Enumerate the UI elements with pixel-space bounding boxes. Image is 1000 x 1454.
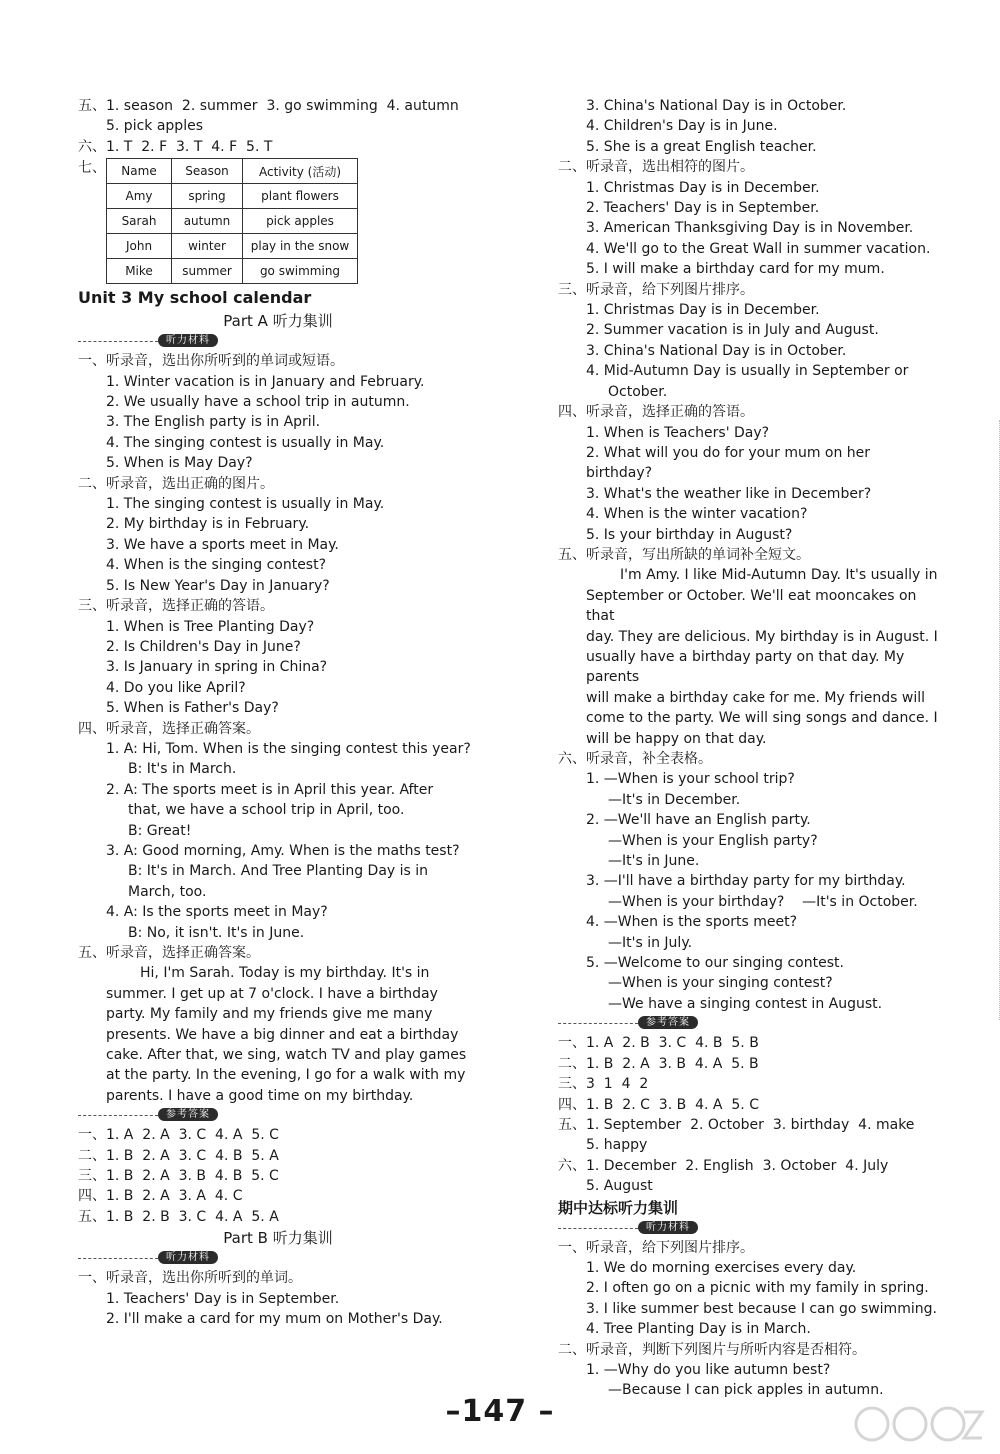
table-cell: autumn <box>172 209 243 234</box>
text-line: 1. Christmas Day is in December. <box>586 179 820 196</box>
table-cell: Amy <box>107 184 172 209</box>
text-line: 四、听录音，选择正确答案。 <box>78 720 260 737</box>
banner-rule <box>558 1023 638 1024</box>
page-number: –147 – <box>445 1394 555 1429</box>
banner-label: 参考答案 <box>158 1108 218 1121</box>
scan-edge-artifact <box>989 420 1000 1020</box>
table-cell: John <box>107 234 172 259</box>
text-line: 1. A: Hi, Tom. When is the singing contest this year? <box>106 740 471 757</box>
right-column <box>558 96 940 1401</box>
banner-rule <box>78 341 158 342</box>
text-line: 1. —When is your school trip? <box>586 771 795 788</box>
text-line: 三、听录音，给下列图片排序。 <box>558 281 754 298</box>
text-line: will be happy on that day. <box>586 730 767 747</box>
text-line: 四、1. B 2. C 3. B 4. A 5. C <box>558 1096 759 1113</box>
text-line: 3. We have a sports meet in May. <box>106 536 339 553</box>
table-cell: spring <box>172 184 243 209</box>
left-column <box>78 96 478 1330</box>
banner-label: 听力材料 <box>158 1251 218 1264</box>
text-line: 5. August <box>586 1178 653 1195</box>
text-line: 六、听录音，补全表格。 <box>558 751 712 767</box>
unit-title: Unit 3 My school calendar <box>78 288 312 308</box>
text-line: 2. Teachers' Day is in September. <box>586 200 820 217</box>
answer-table <box>106 158 358 284</box>
section-banner <box>558 1220 940 1236</box>
text-line: 4. Children's Day is in June. <box>586 118 778 135</box>
text-line: 5. happy <box>586 1137 648 1154</box>
text-line: B: It's in March. And Tree Planting Day is in <box>128 863 429 880</box>
banner-label: 参考答案 <box>638 1016 698 1029</box>
text-line: 3. American Thanksgiving Day is in November. <box>586 220 914 237</box>
text-line: 2. A: The sports meet is in April this year. After <box>106 781 434 798</box>
banner-label: 听力材料 <box>638 1221 698 1234</box>
part-title: Part B 听力集训 <box>223 1229 333 1248</box>
text-line: 5. I will make a birthday card for my mum. <box>586 261 885 278</box>
text-line: —Because I can pick apples in autumn. <box>608 1382 884 1399</box>
text-line: B: No, it isn't. It's in June. <box>128 924 305 941</box>
table-cell: Mike <box>107 259 172 284</box>
text-line: 5. She is a great English teacher. <box>586 138 817 155</box>
text-line: 4. Do you like April? <box>106 679 246 696</box>
text-line: 1. The singing contest is usually in May. <box>106 496 385 513</box>
section-banner <box>78 333 478 349</box>
text-line: 五、1. B 2. B 3. C 4. A 5. A <box>78 1208 279 1225</box>
text-line: 二、1. B 2. A 3. C 4. B 5. A <box>78 1147 279 1164</box>
text-line: 5. Is New Year's Day in January? <box>106 577 330 594</box>
text-line: 4. When is the singing contest? <box>106 557 327 574</box>
text-line: 3. —I'll have a birthday party for my birthday. <box>586 873 906 890</box>
text-line: cake. After that, we sing, watch TV and play games <box>106 1047 467 1064</box>
text-line: 一、听录音，选出你所听到的单词。 <box>78 1270 302 1287</box>
text-line: —It's in December. <box>608 791 741 808</box>
text-line: 3. The English party is in April. <box>106 414 321 431</box>
text-line: 4. —When is the sports meet? <box>586 914 798 931</box>
table-cell: summer <box>172 259 243 284</box>
text-line: 3. China's National Day is in October. <box>586 342 847 359</box>
text-line: 4. Mid-Autumn Day is usually in September or <box>586 363 909 380</box>
text-line: —It's in July. <box>608 934 693 951</box>
text-line: 2. I often go on a picnic with my family in spring. <box>586 1280 929 1297</box>
text-line: party. My family and my friends give me many <box>106 1006 433 1023</box>
text-line: September or October. We'll eat mooncakes on that <box>586 587 921 625</box>
question-number: 七、 <box>78 160 106 177</box>
text-line: 二、1. B 2. A 3. B 4. A 5. B <box>558 1055 759 1072</box>
text-line: 二、听录音，判断下列图片与所听内容是否相符。 <box>558 1341 866 1358</box>
text-line: —We have a singing contest in August. <box>608 995 883 1012</box>
text-line: 1. When is Teachers' Day? <box>586 424 770 441</box>
table-row <box>107 259 358 284</box>
text-line: 一、听录音，选出你所听到的单词或短语。 <box>78 353 344 370</box>
text-line: 五、听录音，选择正确答案。 <box>78 945 260 961</box>
text-line: come to the party. We will sing songs and dance. I <box>586 710 938 727</box>
text-line: October. <box>608 383 668 400</box>
banner-label: 听力材料 <box>158 334 218 347</box>
section-banner <box>78 1107 478 1123</box>
text-line: 3. I like summer best because I can go swimming. <box>586 1300 937 1317</box>
text-line: B: It's in March. <box>128 761 237 778</box>
text-line: 3. China's National Day is in October. <box>586 98 847 114</box>
text-line: summer. I get up at 7 o'clock. I have a birthday <box>106 985 438 1002</box>
table-cell: Sarah <box>107 209 172 234</box>
text-line: 1. Christmas Day is in December. <box>586 302 820 319</box>
table-header-cell: Activity (活动) <box>243 159 358 184</box>
text-line: 3. A: Good morning, Amy. When is the maths test? <box>106 842 460 859</box>
text-line: 2. Summer vacation is in July and August. <box>586 322 879 339</box>
text-line: 2. I'll make a card for my mum on Mother's Day. <box>106 1311 443 1328</box>
section-banner <box>78 1250 478 1266</box>
text-line: 3. Is January in spring in China? <box>106 659 328 676</box>
text-line: 一、听录音，给下列图片排序。 <box>558 1239 754 1256</box>
text-line: 1. We do morning exercises every day. <box>586 1259 857 1276</box>
text-line: 六、1. T 2. F 3. T 4. F 5. T <box>78 138 273 155</box>
text-line: March, too. <box>128 883 207 900</box>
text-line: 5. —Welcome to our singing contest. <box>586 955 844 972</box>
text-line: parents. I have a good time on my birthday. <box>106 1087 414 1104</box>
text-line: —It's in June. <box>608 853 700 870</box>
text-line: 3. What's the weather like in December? <box>586 485 872 502</box>
text-line: 四、听录音，选择正确的答语。 <box>558 404 754 421</box>
text-line: B: Great! <box>128 822 192 839</box>
text-line: day. They are delicious. My birthday is in August. I <box>586 628 938 645</box>
text-line: 4. Tree Planting Day is in March. <box>586 1321 811 1338</box>
text-line: 二、听录音，选出正确的图片。 <box>78 475 274 492</box>
table-cell: play in the snow <box>243 234 358 259</box>
text-line: 五、1. season 2. summer 3. go swimming 4. autumn <box>78 98 459 114</box>
banner-rule <box>78 1258 158 1259</box>
table-cell: winter <box>172 234 243 259</box>
text-line: 2. —We'll have an English party. <box>586 812 811 829</box>
text-line: 5. When is Father's Day? <box>106 700 279 717</box>
table-header-cell: Season <box>172 159 243 184</box>
text-line: 1. Winter vacation is in January and February. <box>106 373 425 390</box>
table-header-cell: Name <box>107 159 172 184</box>
text-line: 一、1. A 2. B 3. C 4. B 5. B <box>558 1035 759 1052</box>
text-line: 2. My birthday is in February. <box>106 516 310 533</box>
text-line: 2. Is Children's Day in June? <box>106 638 301 655</box>
answer-table-block <box>78 158 478 284</box>
text-line: 5. When is May Day? <box>106 455 253 472</box>
text-line: I'm Amy. I like Mid-Autumn Day. It's usually in <box>620 567 938 584</box>
text-line: —When is your English party? <box>608 832 818 849</box>
table-row <box>107 234 358 259</box>
text-line: 4. The singing contest is usually in May. <box>106 434 385 451</box>
text-line: 4. We'll go to the Great Wall in summer vacation. <box>586 240 931 257</box>
banner-rule <box>78 1115 158 1116</box>
table-cell: pick apples <box>243 209 358 234</box>
text-line: usually have a birthday party on that day. My parents <box>586 648 909 686</box>
table-row <box>107 184 358 209</box>
text-line: 1. When is Tree Planting Day? <box>106 618 315 635</box>
table-header-row <box>107 159 358 184</box>
banner-rule <box>558 1228 638 1229</box>
text-line: 一、1. A 2. A 3. C 4. A 5. C <box>78 1127 279 1144</box>
text-line: that, we have a school trip in April, too. <box>128 802 405 819</box>
text-line: 三、3 1 4 2 <box>558 1076 649 1093</box>
text-line: 2. We usually have a school trip in autumn. <box>106 394 410 411</box>
section-heading: 期中达标听力集训 <box>558 1198 679 1217</box>
text-line: at the party. In the evening, I go for a walk with my <box>106 1067 466 1084</box>
text-line: 六、1. December 2. English 3. October 4. July <box>558 1157 889 1174</box>
text-line: 三、1. B 2. A 3. B 4. B 5. C <box>78 1168 279 1185</box>
text-line: 2. What will you do for your mum on her birthday? <box>586 444 875 482</box>
text-line: 四、1. B 2. A 3. A 4. C <box>78 1188 243 1205</box>
text-line: 五、听录音，写出所缺的单词补全短文。 <box>558 546 810 563</box>
table-row <box>107 209 358 234</box>
section-banner <box>558 1015 940 1031</box>
text-line: 5. Is your birthday in August? <box>586 526 793 543</box>
text-line: presents. We have a big dinner and eat a birthday <box>106 1026 459 1043</box>
text-line: 1. —Why do you like autumn best? <box>586 1361 831 1378</box>
text-line: 五、1. September 2. October 3. birthday 4. make <box>558 1116 915 1133</box>
text-line: Hi, I'm Sarah. Today is my birthday. It's in <box>140 965 430 982</box>
text-line: 5. pick apples <box>106 118 203 135</box>
text-line: 4. When is the winter vacation? <box>586 506 808 523</box>
text-line: —When is your singing contest? <box>608 975 833 992</box>
watermark-logo-icon <box>852 1402 992 1450</box>
text-line: 二、听录音，选出相符的图片。 <box>558 159 754 176</box>
text-line: will make a birthday cake for me. My friends will <box>586 689 926 706</box>
part-title: Part A 听力集训 <box>223 312 333 331</box>
text-line: 1. Teachers' Day is in September. <box>106 1290 340 1307</box>
table-cell: go swimming <box>243 259 358 284</box>
text-line: —When is your birthday? —It's in October. <box>608 893 918 910</box>
table-cell: plant flowers <box>243 184 358 209</box>
text-line: 三、听录音，选择正确的答语。 <box>78 598 274 615</box>
text-line: 4. A: Is the sports meet in May? <box>106 904 328 921</box>
